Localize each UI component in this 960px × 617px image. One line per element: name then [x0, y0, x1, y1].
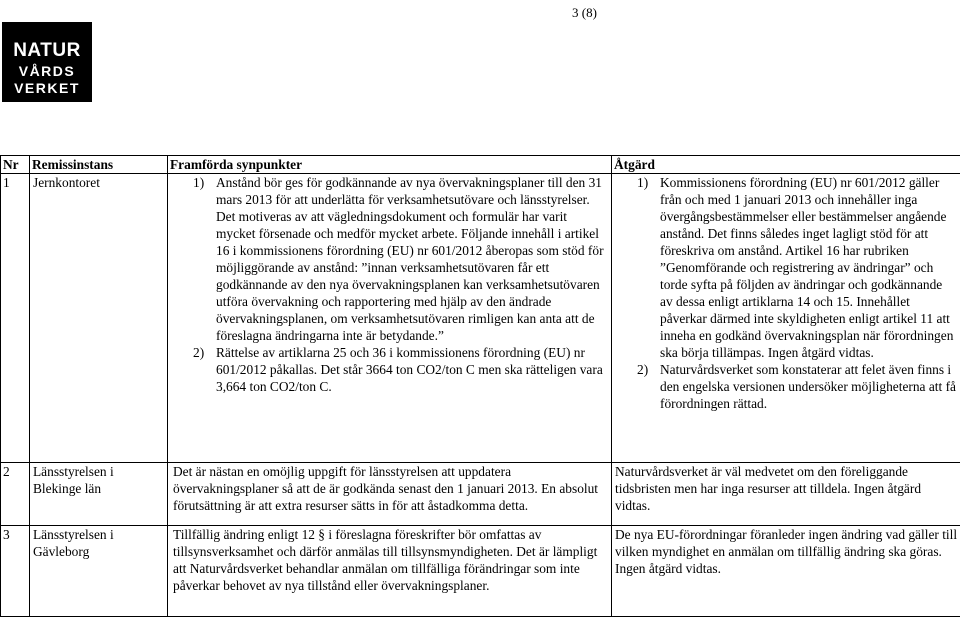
row-instance: Länsstyrelsen i Blekinge län [30, 463, 168, 526]
table-row [1, 174, 960, 463]
row-comment [168, 463, 612, 526]
header-nr: Nr [1, 156, 30, 174]
row-nr: 3 [1, 526, 30, 617]
row-action [612, 463, 960, 526]
logo-line-3: VERKET [14, 80, 80, 96]
table-row [1, 463, 960, 526]
logo-line-2: VÅRDS [18, 63, 76, 79]
row-action [612, 526, 960, 617]
item-text: Naturvårdsverket som konstaterar att felet även finns i den engelska versionen undersöker möjligheterna att få förordningen rättad. [660, 362, 956, 411]
item-number: 1) [193, 175, 205, 190]
item-text: Anstånd bör ges för godkännande av nya övervakningsplaner till den 31 mars 2013 för att underlätta för verksamhetsutövare och länsstyrelser. Det motiveras av att vägledningsdokument och formulär har varit mycket försenade och medför mycket arbete. Följande innehåll i artikel 16 i kommissionens förordning (EU) nr 601/2012 åberopas som stöd för möjliggörande av anstånd: ”innan verksamhetsutövaren får ett godkännande av den nya övervakningsplanen kan verksamhetsutövaren utföra övervakning och rapportering med hjälp av den ändrade övervakningsplanen, om verksamhetsutövaren rimligen kan anta att de föreslagna ändringarna inte är betydande.” [216, 175, 604, 343]
item-number: 1) [637, 175, 649, 190]
comment-item [170, 344, 609, 395]
item-number: 2) [193, 345, 205, 360]
action-text: Naturvårdsverket är väl medvetet om den föreliggande tidsbristen men har inga resurser att tilldela. Ingen åtgärd vidtas. [615, 464, 922, 513]
item-text: Rättelse av artiklarna 25 och 36 i kommissionens förordning (EU) nr 601/2012 påkallas. Det står 3664 ton CO2/ton C men ska rätteligen vara 3,664 ton CO2/ton C. [216, 345, 603, 394]
naturvardsverket-logo [2, 22, 92, 102]
item-text: Kommissionens förordning (EU) nr 601/2012 gäller från och med 1 januari 2013 och innehåller inga övergångsbestämmelser eller bestämmelser angående anstånd. Det finns således inget lagligt stöd för att föreskriva om anstånd. Artikel 16 har rubriken ”Genomförande och registrering av ändringar” och torde syfta på följden av ändringar och godkännande av dessa enligt artiklarna 14 och 15. Innehållet påverkar därmed inte skyldigheten enligt artikel 11 att inneha en godkänd övervakningsplan när förordningen ska börja tillämpas. Ingen åtgärd vidtas. [660, 175, 954, 360]
review-table [0, 155, 960, 617]
action-item [614, 174, 958, 361]
logo-line-1: NATUR [13, 40, 81, 61]
row-instance: Länsstyrelsen i Gävleborg [30, 526, 168, 617]
table-row [1, 526, 960, 617]
row-nr: 1 [1, 174, 30, 463]
header-action: Åtgärd [612, 156, 960, 174]
comment-item [170, 174, 609, 344]
header-comments: Framförda synpunkter [168, 156, 612, 174]
table-header-row [1, 156, 960, 174]
comment-text: Tillfällig ändring enligt 12 § i föreslagna föreskrifter bör omfattas av tillsynsverksamhet och därför anmälas till tillsynsmyndigheten. Det är lämpligt att Naturvårdsverket behandlar anmälan om tillfälliga förändringar som inte påverkar behovet av nya tillstånd eller övervakningsplaner. [173, 527, 598, 593]
action-text: De nya EU-förordningar föranleder ingen ändring vad gäller till vilken myndighet en anmälan om tillfällig ändring ska göras. Ingen åtgärd vidtas. [615, 527, 958, 576]
row-comments [168, 174, 612, 463]
header-instance: Remissinstans [30, 156, 168, 174]
row-instance: Jernkontoret [30, 174, 168, 463]
action-item [614, 361, 958, 412]
page-number: 3 (8) [572, 5, 597, 20]
comment-text: Det är nästan en omöjlig uppgift för länsstyrelsen att uppdatera övervakningsplaner så att de är godkända senast den 1 januari 2013. En absolut förutsättning är att extra resurser sätts in för att åstadkomma detta. [173, 464, 599, 513]
row-actions [612, 174, 960, 463]
row-nr: 2 [1, 463, 30, 526]
item-number: 2) [637, 362, 649, 377]
row-comment [168, 526, 612, 617]
